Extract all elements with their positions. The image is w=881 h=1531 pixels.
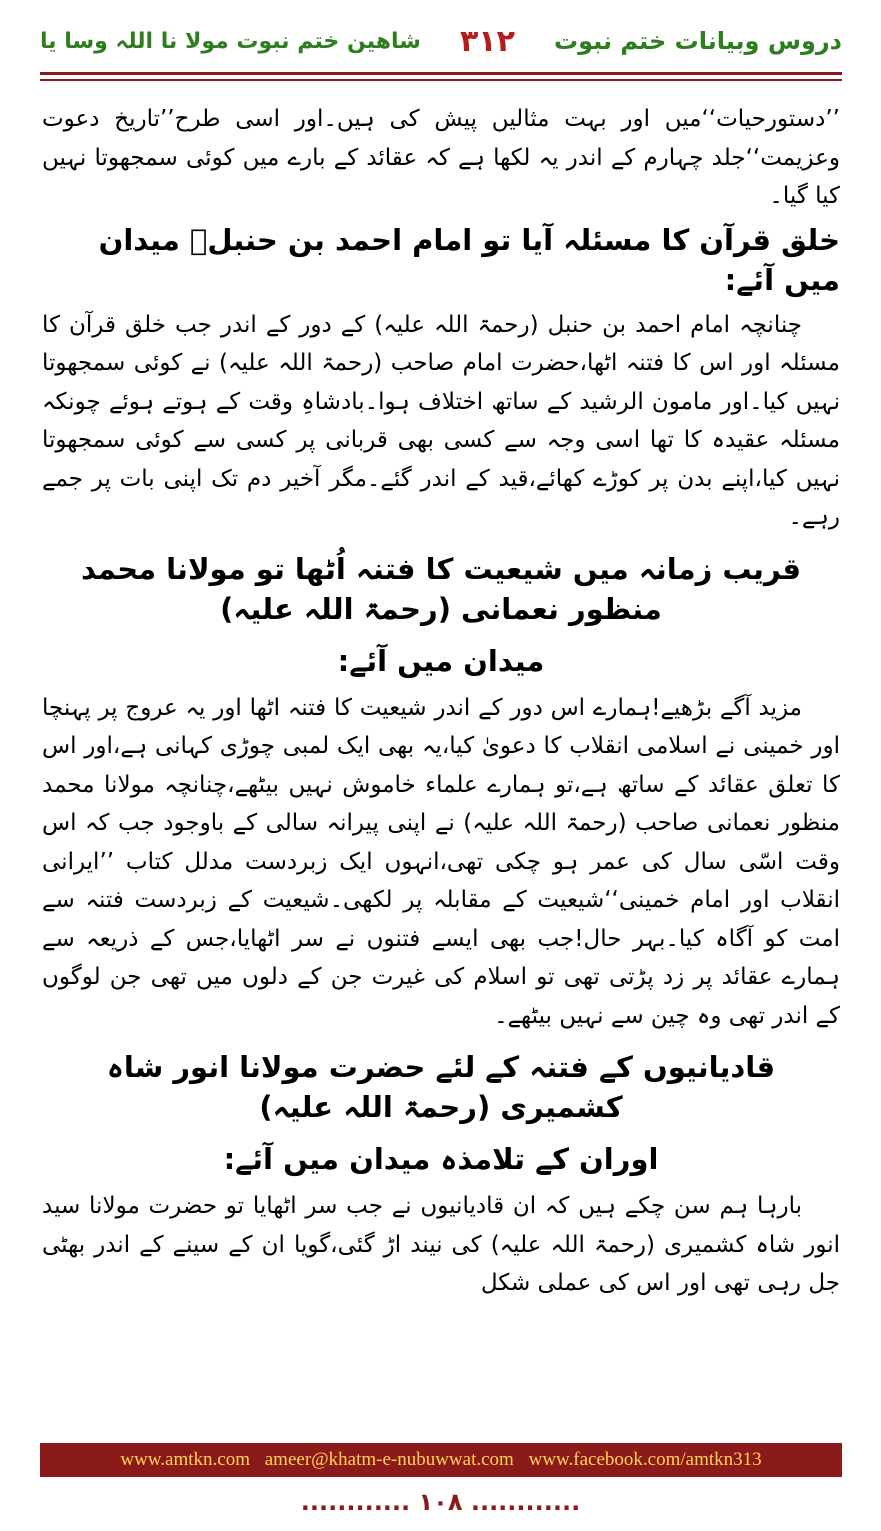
page-number-line [0,1488,881,1516]
section-heading-shiat-line1: قریب زمانہ میں شیعیت کا فتنہ اُٹھا تو مولانا محمد منظور نعمانی (رحمۃ اللہ علیہ) [81,551,801,626]
paragraph-3: مزید آگے بڑھیے!ہمارے اس دور کے اندر شیعیت کا فتنہ اٹھا اور یہ عروج پر پہنچا اور خمینی نے اسلامی انقلاب کا دعویٰ کیا،یہ بھی ایک لمبی چوڑی کہانی ہے،اور اس کا تعلق عقائد کے ساتھ ہے،تو ہمارے علماء خاموش نہیں بیٹھے،چنانچہ مولانا محمد منظور نعمانی صاحب (رحمۃ اللہ علیہ) نے اپنی پیرانہ سالی کے باوجود جب کہ اس وقت اسّی سال کی عمر ہو چکی تھی،انہوں ایک زبردست مدلل کتاب ’’ایرانی انقلاب اور امام خمینی‘‘شیعیت کے مقابلہ پر لکھی۔شیعیت کے زبردست فتنہ سے امت کو آگاہ کیا۔بہر حال!جب بھی ایسے فتنوں نے سر اٹھایا،جس کے ذریعہ سے ہمارے عقائد پر زد پڑتی تھی تو اسلام کی غیرت جن کے دلوں میں تھی جن لوگوں کے اندر تھی وہ چین سے نہیں بیٹھے۔ [42,694,840,1029]
section-heading-khalq-quran: خلق قرآن کا مسئلہ آیا تو امام احمد بن حنبلؒ میدان میں آئے: [98,222,840,297]
footer-bar [40,1443,842,1477]
footer-facebook-link[interactable]: www.facebook.com/amtkn313 [528,1449,762,1470]
section-heading-shiat-line2: میدان میں آئے: [337,643,545,678]
footer-links [115,1449,766,1471]
dots-right: ............ [470,1488,581,1516]
page-number: ۱۰۸ [418,1488,463,1516]
page-header [40,18,842,64]
dots-left: ............ [300,1488,411,1516]
section-heading-qadiani-line1: قادیانیوں کے فتنہ کے لئے حضرت مولانا انور شاہ کشمیری (رحمۃ اللہ علیہ) [106,1050,776,1124]
page-body [42,100,840,1305]
book-title: دروس وبیانات ختم نبوت [554,27,842,55]
paragraph-2: چنانچہ امام احمد بن حنبل (رحمۃ اللہ علیہ) کے دور کے اندر جب خلق قرآن کا مسئلہ اور اس کا فتنہ اٹھا،حضرت امام صاحب (رحمۃ اللہ علیہ) نے کوئی سمجھوتا نہیں کیا۔اور مامون الرشید کے ساتھ اختلاف ہوا۔بادشاہِ وقت کے ہوتے ہوئے چونکہ مسئلہ عقیدہ کا تھا اسی وجہ سے کسی بھی قربانی پر کسی سے کوئی سمجھوتا نہیں کیا،اپنے بدن پر کوڑے کھائے،قید کے اندر گئے۔مگر آخیر دم تک اپنی بات پر جمے رہے۔ [42,311,840,530]
header-rule-thin [40,79,842,81]
author-name: شاھین ختم نبوت مولا نا اللہ وسا یا [40,28,421,54]
footer-email-link[interactable]: ameer@khatm-e-nubuwwat.com [264,1449,514,1470]
header-page-number: ۳۱۲ [459,23,515,59]
header-rule-thick [40,72,842,75]
paragraph-1: ’’دستورحیات‘‘میں اور بہت مثالیں پیش کی ہیں۔اور اسی طرح’’تاریخ دعوت وعزیمت‘‘جلد چہارم کے اندر یہ لکھا ہے کہ عقائد کے بارے میں کوئی سمجھوتا نہیں کیا گیا۔ [42,106,840,209]
paragraph-4: بارہا ہم سن چکے ہیں کہ ان قادیانیوں نے جب سر اٹھایا تو حضرت مولانا سید انور شاہ کشمیری (رحمۃ اللہ علیہ) کی نیند اڑ گئی،گویا ان کے سینے کے اندر بھٹی جل رہی تھی اور اس کی عملی شکل [42,1193,840,1296]
footer-website-link[interactable]: www.amtkn.com [120,1449,250,1470]
section-heading-qadiani-line2: اوران کے تلامذہ میدان میں آئے: [223,1142,659,1176]
